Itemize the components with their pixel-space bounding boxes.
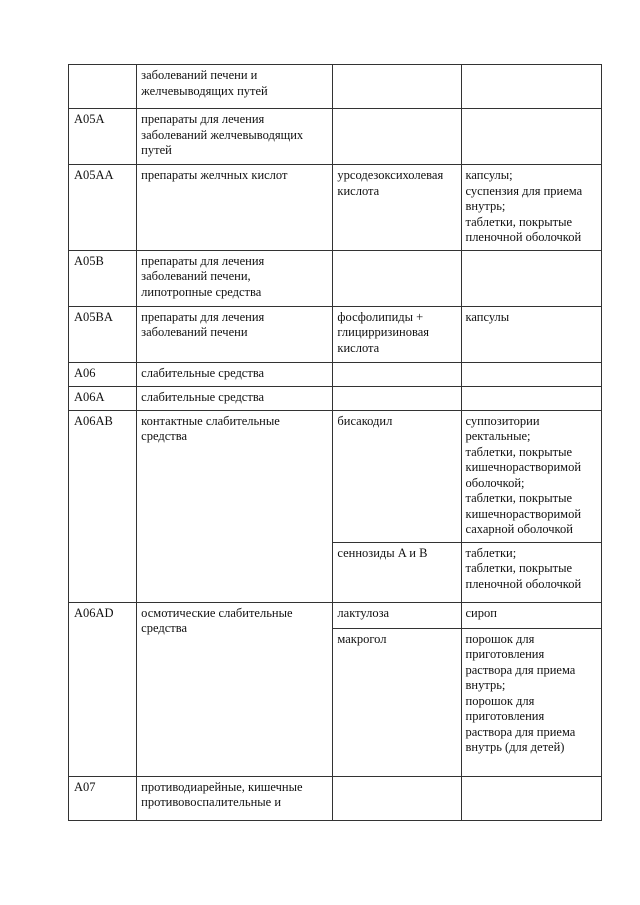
group-name-cell-line: средства	[141, 429, 188, 443]
dosage-form-cell	[461, 306, 602, 362]
atc-code-cell	[69, 602, 137, 776]
dosage-form-cell-line: порошок для	[465, 631, 535, 646]
dosage-form-cell-line: таблетки, покрытые	[465, 444, 573, 459]
dosage-form-cell	[461, 165, 602, 251]
group-name-cell	[137, 602, 333, 776]
group-name-cell	[137, 165, 333, 251]
group-name-cell-line: путей	[141, 143, 172, 157]
substance-cell-line: макрогол	[337, 631, 387, 646]
atc-code-cell-line: A05BA	[74, 309, 113, 324]
group-name-cell-line: препараты для лечения	[141, 253, 265, 268]
group-name-cell-line: препараты желчных кислот	[141, 168, 288, 182]
dosage-form-cell-line: капсулы;	[465, 168, 513, 182]
substance-cell-line: лактулоза	[337, 605, 390, 620]
dosage-form-cell-line: ректальные;	[465, 429, 531, 443]
table-row	[69, 306, 602, 362]
substance-cell	[333, 410, 461, 542]
dosage-form-cell	[461, 628, 602, 776]
group-name-cell	[137, 386, 333, 410]
table-row	[69, 165, 602, 251]
dosage-form-cell-line: внутрь;	[465, 678, 506, 692]
dosage-form-cell-line: внутрь (для детей)	[465, 740, 565, 754]
substance-cell-line: бисакодил	[337, 413, 393, 428]
group-name-cell-line: контактные слабительные	[141, 413, 280, 428]
substance-cell	[333, 386, 461, 410]
dosage-form-cell	[461, 362, 602, 386]
table-row	[69, 602, 602, 628]
atc-code-cell	[69, 65, 137, 109]
group-name-cell-line: препараты для лечения	[141, 112, 265, 126]
substance-cell	[333, 776, 461, 820]
substance-cell-line: кислота	[337, 183, 380, 198]
group-name-cell-line: средства	[141, 621, 188, 635]
dosage-form-cell-line: кишечнорастворимой	[465, 460, 582, 474]
group-name-cell-line: заболеваний печени,	[141, 269, 251, 283]
group-name-cell-line: заболеваний желчевыводящих	[141, 127, 304, 142]
dosage-form-cell-line: капсулы	[465, 309, 510, 324]
dosage-form-cell-line: таблетки, покрытые	[465, 491, 573, 505]
dosage-form-cell-line: раствора для приема	[465, 724, 576, 739]
dosage-form-cell	[461, 410, 602, 542]
table-body	[69, 65, 602, 821]
dosage-form-cell-line: пленочной оболочкой	[465, 230, 582, 244]
group-name-cell	[137, 306, 333, 362]
atc-code-cell-line: A06AB	[74, 413, 113, 428]
group-name-cell	[137, 109, 333, 165]
atc-code-cell-line: A05AA	[74, 168, 114, 182]
group-name-cell-line: заболеваний печени и	[141, 68, 258, 82]
table-row	[69, 109, 602, 165]
table-row	[69, 250, 602, 306]
group-name-cell	[137, 65, 333, 109]
dosage-form-cell-line: приготовления	[465, 647, 545, 661]
atc-code-cell-line: A06	[74, 365, 96, 380]
group-name-cell-line: противовоспалительные и	[141, 795, 282, 809]
substance-cell-line: урсодезоксихолевая	[337, 168, 444, 182]
dosage-form-cell-line: раствора для приема	[465, 662, 576, 677]
dosage-form-cell	[461, 250, 602, 306]
atc-code-cell	[69, 109, 137, 165]
atc-code-cell	[69, 410, 137, 602]
dosage-form-cell	[461, 602, 602, 628]
group-name-cell	[137, 362, 333, 386]
atc-code-cell-line: A07	[74, 779, 96, 794]
substance-cell	[333, 628, 461, 776]
dosage-form-cell-line: сахарной оболочкой	[465, 522, 573, 536]
dosage-form-cell-line: таблетки, покрытые	[465, 561, 573, 575]
group-name-cell	[137, 776, 333, 820]
dosage-form-cell-line: оболочкой;	[465, 475, 525, 490]
group-name-cell-line: желчевыводящих путей	[141, 83, 268, 98]
substance-cell	[333, 362, 461, 386]
group-name-cell-line: липотропные средства	[141, 284, 262, 299]
atc-code-cell	[69, 362, 137, 386]
dosage-form-cell	[461, 109, 602, 165]
atc-code-cell	[69, 776, 137, 820]
dosage-form-cell-line: таблетки, покрытые	[465, 214, 573, 229]
dosage-form-cell-line: пленочной оболочкой	[465, 576, 582, 591]
dosage-form-cell	[461, 65, 602, 109]
dosage-form-cell-line: суспензия для приема	[465, 183, 583, 198]
atc-code-cell-line: A06A	[74, 389, 105, 404]
group-name-cell-line: осмотические слабительные	[141, 605, 293, 620]
dosage-form-cell-line: суппозитории	[465, 413, 540, 428]
atc-code-cell-line: A05B	[74, 253, 104, 268]
atc-code-cell	[69, 386, 137, 410]
substance-cell	[333, 542, 461, 602]
substance-cell	[333, 602, 461, 628]
atc-code-cell-line: A06AD	[74, 605, 114, 620]
dosage-form-cell-line: сироп	[465, 605, 497, 620]
substance-cell	[333, 109, 461, 165]
group-name-cell-line: слабительные средства	[141, 365, 265, 380]
atc-code-cell	[69, 165, 137, 251]
atc-code-cell	[69, 250, 137, 306]
group-name-cell-line: противодиарейные, кишечные	[141, 779, 303, 794]
dosage-form-cell	[461, 386, 602, 410]
group-name-cell-line: препараты для лечения	[141, 309, 265, 324]
substance-cell-line: фосфолипиды +	[337, 309, 424, 324]
substance-cell-line: кислота	[337, 340, 380, 355]
table-row	[69, 776, 602, 820]
table-row	[69, 65, 602, 109]
group-name-cell-line: слабительные средства	[141, 389, 265, 404]
group-name-cell-line: заболеваний печени	[141, 325, 248, 339]
table-row	[69, 362, 602, 386]
dosage-form-cell	[461, 776, 602, 820]
dosage-form-cell-line: приготовления	[465, 709, 545, 723]
dosage-form-cell-line: порошок для	[465, 693, 535, 708]
dosage-form-cell-line: кишечнорастворимой	[465, 506, 582, 521]
table-row	[69, 386, 602, 410]
substance-cell	[333, 65, 461, 109]
atc-code-cell-line: A05A	[74, 112, 105, 126]
substance-cell	[333, 250, 461, 306]
dosage-form-cell	[461, 542, 602, 602]
table-row	[69, 410, 602, 542]
medication-table	[68, 64, 602, 821]
substance-cell-line: сеннозиды A и B	[337, 545, 428, 560]
dosage-form-cell-line: таблетки;	[465, 545, 517, 560]
group-name-cell	[137, 410, 333, 602]
dosage-form-cell-line: внутрь;	[465, 199, 506, 213]
atc-code-cell	[69, 306, 137, 362]
substance-cell-line: глицирризиновая	[337, 325, 430, 339]
group-name-cell	[137, 250, 333, 306]
substance-cell	[333, 306, 461, 362]
substance-cell	[333, 165, 461, 251]
